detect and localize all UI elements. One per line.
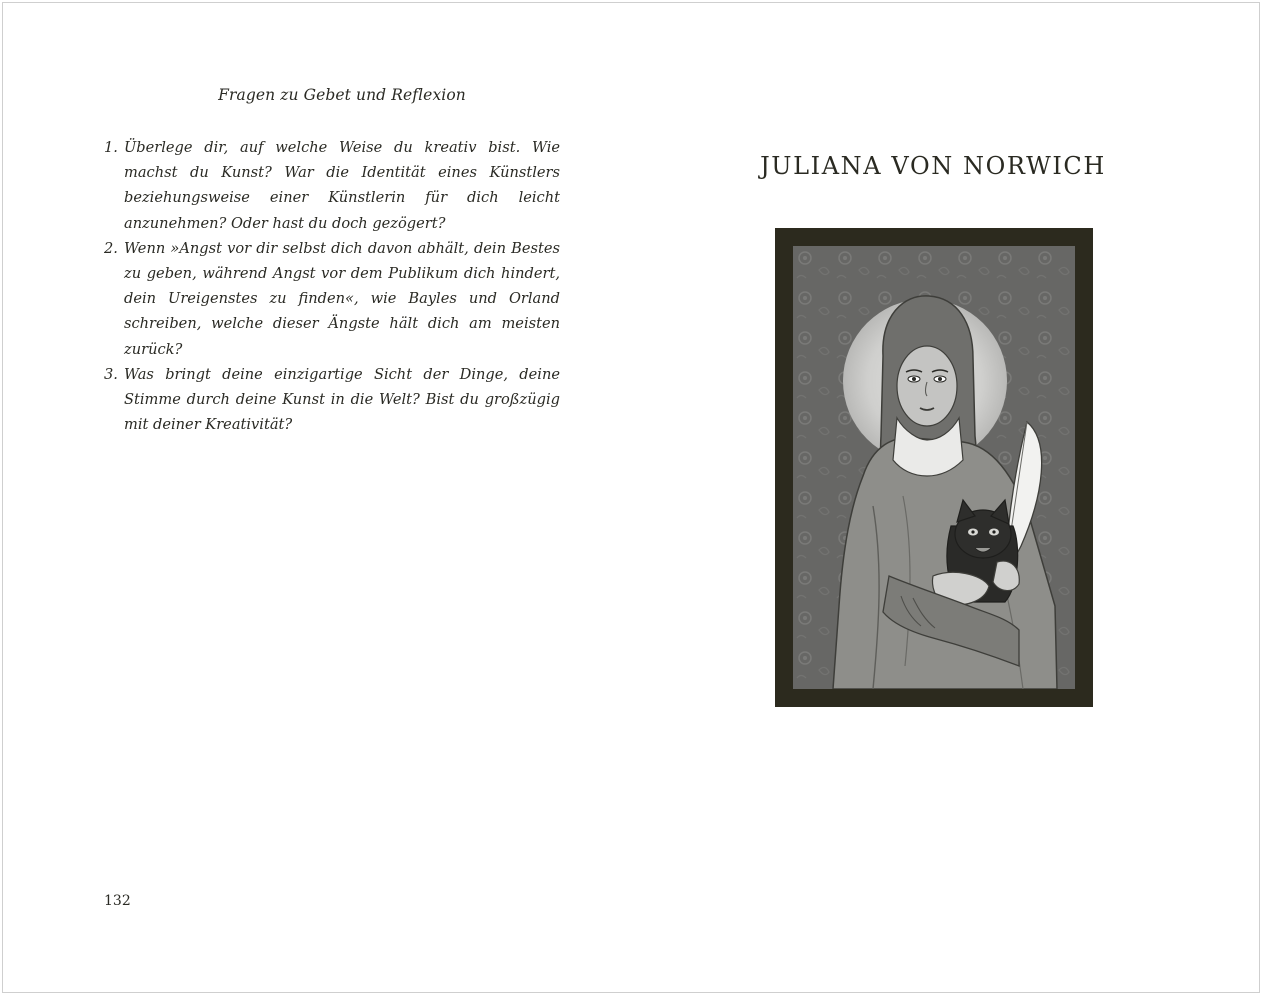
portrait-illustration bbox=[775, 228, 1093, 707]
chapter-title: JULIANA VON NORWICH bbox=[760, 152, 1106, 180]
question-number: 1. bbox=[104, 139, 118, 156]
page-number: 132 bbox=[104, 893, 131, 909]
question-text: Was bringt deine einzigartige Sicht der Dinge, deine Stimme durch deine Kunst in die Welt? Bist du großzügig mit deiner Kreativität? bbox=[124, 365, 560, 434]
question-number: 3. bbox=[104, 365, 118, 383]
list-item bbox=[104, 236, 560, 362]
list-item bbox=[104, 135, 560, 236]
right-page bbox=[632, 0, 1264, 997]
section-heading: Fragen zu Gebet und Reflexion bbox=[218, 86, 466, 104]
question-text: Überlege dir, auf welche Weise du kreativ bist. Wie machst du Kunst? War die Identität eines Künstlers beziehungsweise einer Künstlerin für dich leicht anzunehmen? Oder hast du doch gezögert? bbox=[124, 139, 560, 232]
list-item bbox=[104, 362, 560, 438]
question-text: Wenn »Angst vor dir selbst dich davon abhält, dein Bestes zu geben, während Angst vor dem Publikum dich hindert, dein Ureigenstes zu finden«, wie Bayles und Orland schreiben, welche dieser Ängste hält dich am meisten zurück? bbox=[124, 239, 560, 358]
question-number: 2. bbox=[104, 239, 118, 257]
question-list bbox=[104, 135, 560, 437]
saint-portrait-image bbox=[793, 246, 1075, 689]
left-page bbox=[104, 0, 560, 997]
